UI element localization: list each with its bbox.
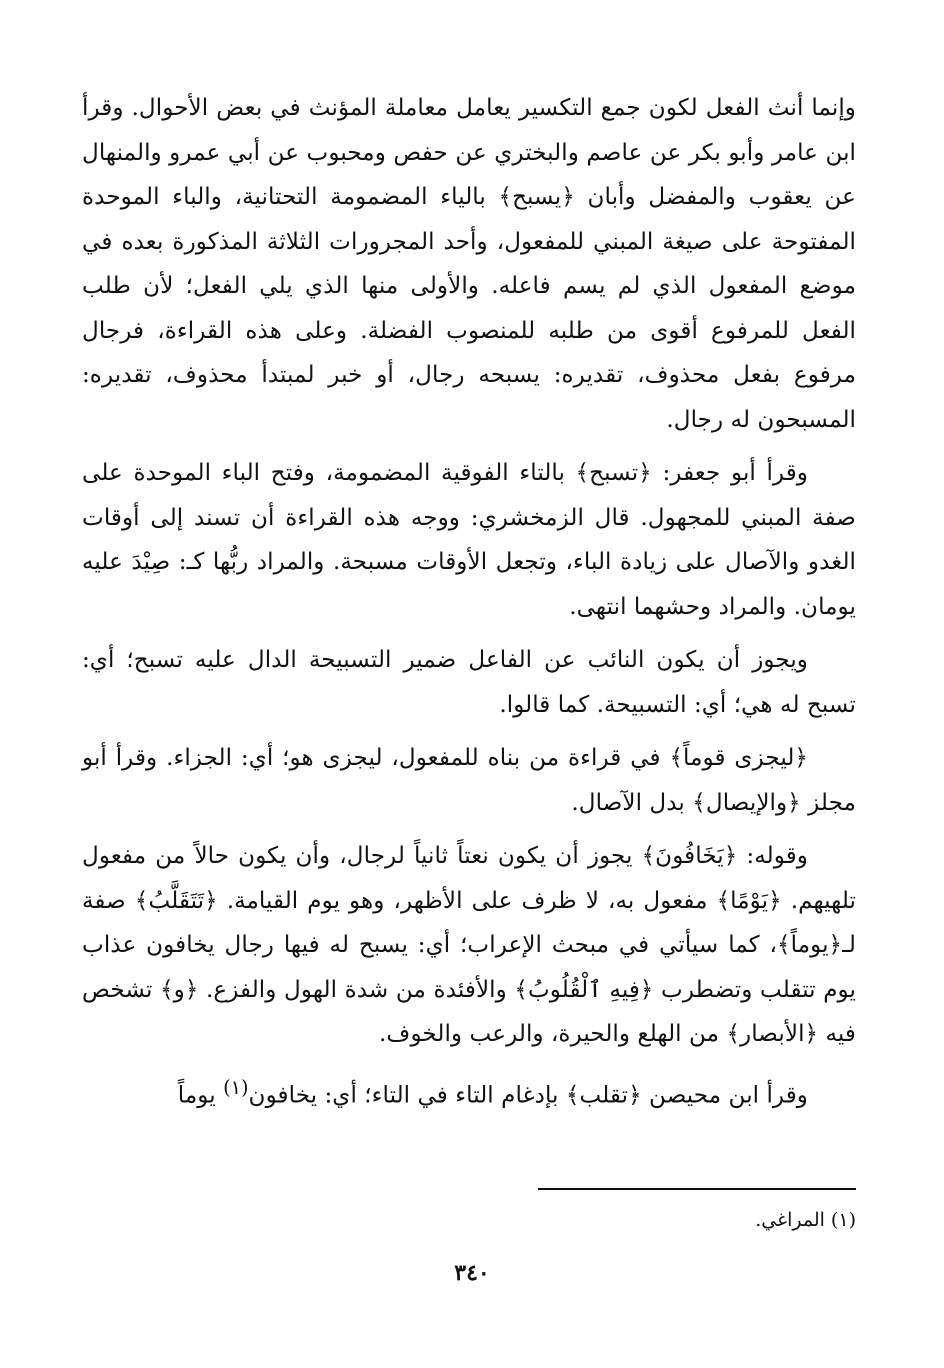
paragraph-6-tail: يوماً <box>177 1081 224 1109</box>
paragraph-6-text: وقرأ ابن محيصن ﴿تقلب﴾ بإدغام التاء في التاء؛ أي: يخافون <box>248 1081 808 1109</box>
paragraph-2: وقرأ أبو جعفر: ﴿تسبح﴾ بالتاء الفوقية المضمومة، وفتح الباء الموحدة على صفة المبني للمجهول. قال الزمخشري: ووجه هذه القراءة أن تسند إلى أوقات الغدو والآصال على زيادة الباء، وتجعل الأوقات مسبحة. والمراد ربُّها كـ: صِيْدَ عليه يومان. والمراد وحشهما انتهى. <box>82 459 856 620</box>
paragraph-6 <box>82 1066 856 1118</box>
footnote: (١) المراغي. <box>755 1209 856 1231</box>
paragraph-5: وقوله: ﴿يَخَافُونَ﴾ يجوز أن يكون نعتاً ثانياً لرجال، وأن يكون حالاً من مفعول تلهيهم. ﴿يَوْمًا﴾ مفعول به، لا ظرف على الأظهر، وهو يوم القيامة. ﴿تَتَقَلَّبُ﴾ صفة لـ﴿يوماً﴾، كما سيأتي في مبحث الإعراب؛ أي: يسبح له فيها رجال يخافون عذاب يوم تتقلب وتضطرب ﴿فِيهِ ٱلْقُلُوبُ﴾ والأفئدة من شدة الهول والفزع. ﴿و﴾ تشخص فيه ﴿الأبصار﴾ من الهلع والحيرة، والرعب والخوف. <box>82 842 856 1047</box>
paragraph-1: وإنما أنث الفعل لكون جمع التكسير يعامل معاملة المؤنث في بعض الأحوال. وقرأ ابن عامر وأبو بكر عن عاصم والبختري عن حفص ومحبوب عن أبي عمرو والمنهال عن يعقوب والمفضل وأبان ﴿يسبح﴾ بالياء المضمومة التحتانية، والباء الموحدة المفتوحة على صيغة المبني للمفعول، وأحد المجرورات الثلاثة المذكورة بعده في موضع المفعول الذي لم يسم فاعله. والأولى منها الذي يلي الفعل؛ لأن طلب الفعل للمرفوع أقوى من طلبه للمنصوب الفضلة. وعلى هذه القراءة، فرجال مرفوع بفعل محذوف، تقديره: يسبحه رجال، أو خبر لمبتدأ محذوف، تقديره: المسبحون له رجال. <box>82 94 856 433</box>
page-number: ٣٤٠ <box>454 1260 490 1286</box>
footnote-separator <box>538 1188 856 1190</box>
paragraph-3: ويجوز أن يكون النائب عن الفاعل ضمير التسبيحة الدال عليه تسبح؛ أي: تسبح له هي؛ أي: التسبيحة. كما قالوا. <box>82 646 856 718</box>
paragraph-4: ﴿ليجزى قوماً﴾ في قراءة من بناه للمفعول، ليجزى هو؛ أي: الجزاء. وقرأ أبو مجلز ﴿والإيصال﴾ بدل الآصال. <box>82 744 856 816</box>
main-text <box>82 86 856 1127</box>
footnote-marker: (١) <box>223 1075 249 1099</box>
